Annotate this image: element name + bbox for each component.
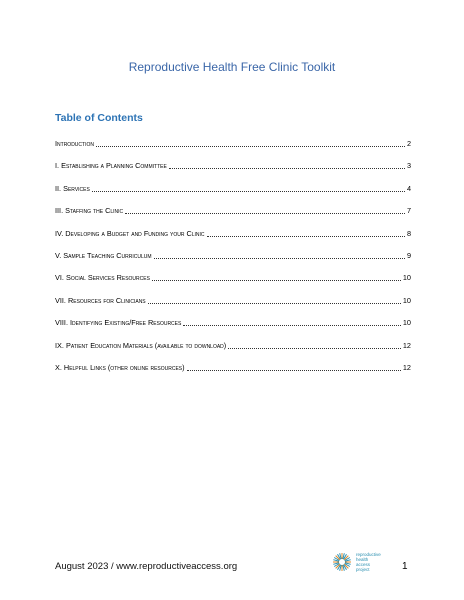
toc-entry-page: 10 — [402, 273, 411, 283]
toc-entry[interactable] — [55, 273, 411, 295]
toc-entry-label: III. Staffing the Clinic — [55, 206, 124, 216]
toc-dot-leader — [154, 251, 405, 259]
toc-heading: Table of Contents — [55, 112, 143, 124]
toc-entry-label: X. Helpful Links (other online resources) — [55, 362, 185, 372]
toc-entry-label: VII. Resources for Clinicians — [55, 295, 146, 305]
toc-entry-page: 10 — [402, 295, 411, 305]
sunburst-logo-icon — [332, 552, 352, 572]
toc-dot-leader — [183, 318, 401, 326]
toc-entry-page: 10 — [402, 318, 411, 328]
logo-line: project — [356, 567, 370, 572]
toc-entry-page: 8 — [406, 228, 411, 238]
toc-entry-page: 2 — [406, 139, 411, 148]
toc-entry-label: V. Sample Teaching Curriculum — [55, 250, 152, 260]
toc-entry-page: 12 — [402, 340, 411, 350]
table-of-contents — [55, 139, 411, 385]
logo-text — [356, 552, 381, 572]
page-number: 1 — [402, 561, 408, 572]
toc-entry-label: VIII. Identifying Existing/Free Resources — [55, 318, 182, 328]
toc-entry-page: 4 — [406, 183, 411, 193]
toc-entry-page: 9 — [406, 250, 411, 260]
toc-entry-label: I. Establishing a Planning Committee — [55, 161, 167, 171]
toc-entry-label: II. Services — [55, 183, 90, 193]
toc-entry[interactable] — [55, 161, 411, 183]
toc-dot-leader — [148, 296, 401, 304]
toc-dot-leader — [152, 273, 401, 281]
toc-entry[interactable] — [55, 206, 411, 228]
document-title: Reproductive Health Free Clinic Toolkit — [128, 60, 336, 74]
toc-entry-label: Introduction — [55, 139, 94, 148]
toc-entry[interactable] — [55, 363, 411, 385]
toc-entry[interactable] — [55, 184, 411, 206]
toc-entry-label: IV. Developing a Budget and Funding your Clinic — [55, 228, 205, 238]
logo-line: reproductive — [356, 552, 381, 557]
toc-entry-page: 7 — [406, 206, 411, 216]
logo-line: health — [356, 557, 369, 562]
toc-entry-page: 3 — [406, 161, 411, 171]
toc-entry-label: IX. Patient Education Materials (available to download) — [55, 340, 227, 350]
footer-date-website: August 2023 / www.reproductiveaccess.org — [55, 561, 238, 572]
toc-entry[interactable] — [55, 229, 411, 251]
toc-entry[interactable] — [55, 139, 411, 161]
toc-dot-leader — [169, 161, 405, 169]
toc-dot-leader — [96, 139, 405, 147]
toc-entry-page: 12 — [402, 362, 411, 372]
toc-entry[interactable] — [55, 318, 411, 340]
toc-entry-label: VI. Social Services Resources — [55, 273, 150, 283]
toc-entry[interactable] — [55, 251, 411, 273]
toc-entry[interactable] — [55, 341, 411, 363]
toc-dot-leader — [125, 206, 405, 214]
toc-dot-leader — [228, 341, 401, 349]
toc-dot-leader — [207, 229, 405, 237]
rhap-logo — [332, 552, 381, 572]
logo-line: access — [356, 562, 371, 567]
toc-dot-leader — [92, 184, 405, 192]
toc-dot-leader — [187, 363, 401, 371]
toc-entry[interactable] — [55, 296, 411, 318]
